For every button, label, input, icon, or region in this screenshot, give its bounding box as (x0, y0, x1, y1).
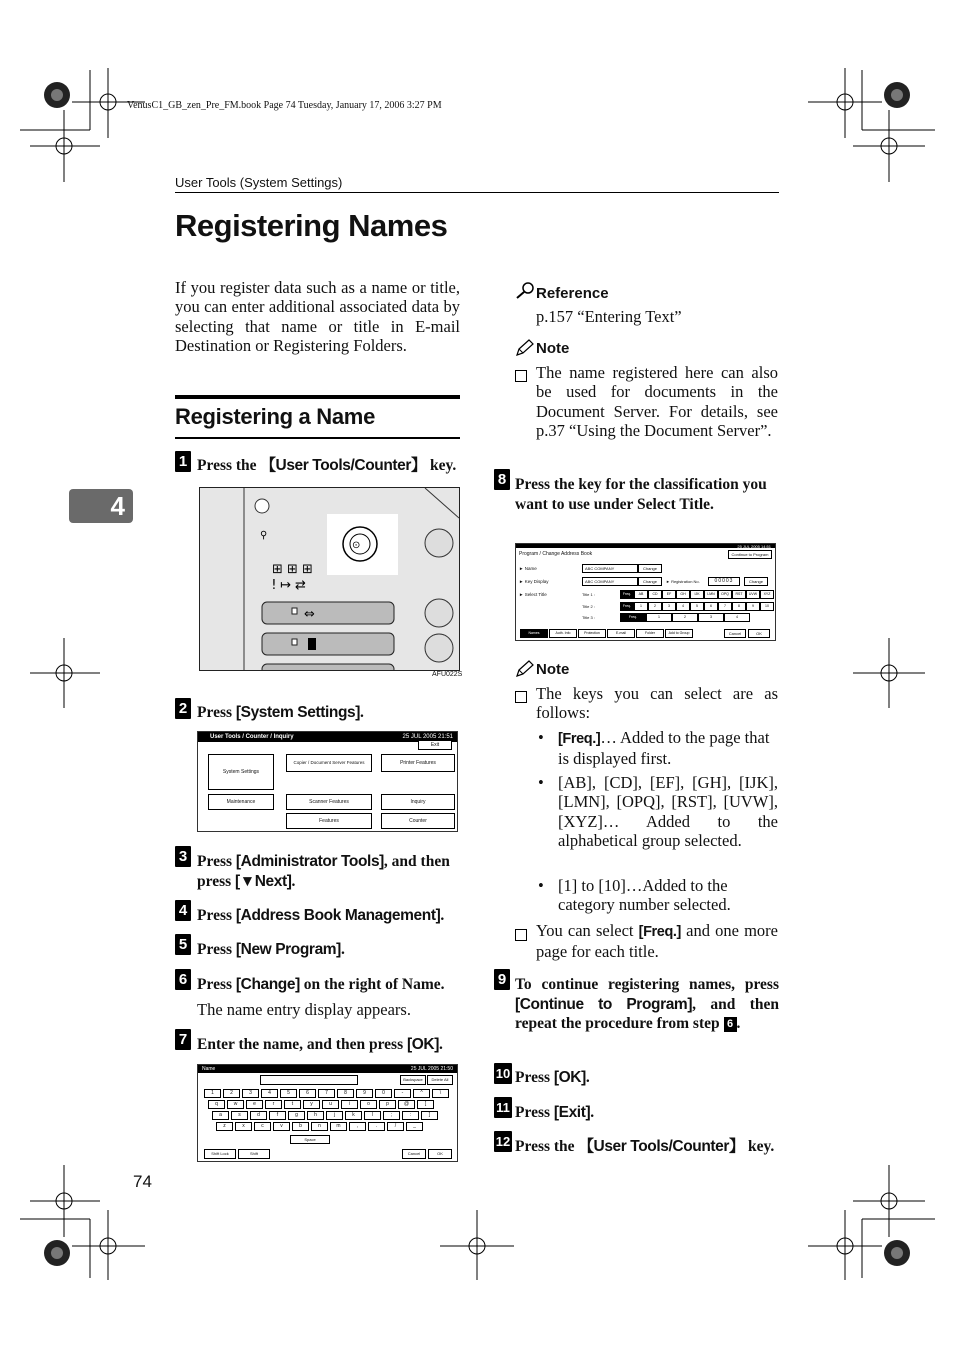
keyboard-key[interactable]: 6 (299, 1089, 316, 1098)
keyboard-key[interactable]: _ (406, 1122, 423, 1131)
note-label: Note (536, 661, 570, 678)
keyboard-key[interactable]: u (322, 1100, 339, 1109)
printer-features-button[interactable]: Printer Features (381, 754, 455, 772)
keyboard-key[interactable]: ^ (413, 1089, 430, 1098)
step-number: 10 (494, 1063, 512, 1084)
title-key[interactable]: 7 (718, 602, 732, 611)
title-key[interactable]: LMN (704, 590, 718, 599)
section-rule-bottom (175, 437, 460, 439)
title-key[interactable]: GH (676, 590, 690, 599)
title-key[interactable]: 1 (634, 602, 648, 611)
title-key[interactable]: XYZ (760, 590, 774, 599)
features-button[interactable]: Features (286, 813, 372, 829)
key-display-value: ABC COMPANY (582, 577, 638, 586)
note-2-item-1: The keys you can select are as follows: (536, 684, 778, 723)
name-value: ABC COMPANY (582, 564, 638, 573)
reference-text: p.157 “Entering Text” (536, 307, 682, 326)
keyboard-key[interactable]: w (227, 1100, 244, 1109)
step-2-text: Press [System Settings]. (197, 704, 364, 721)
step-number: 6 (175, 969, 191, 990)
screen-title: User Tools / Counter / Inquiry (210, 734, 294, 740)
title-key[interactable]: 2 (672, 613, 698, 622)
program-screen-date: 25 JUL 2005 14:51 (737, 544, 771, 549)
section-title: Registering a Name (175, 404, 376, 429)
step-9-text: To continue registering names, press [Continue to Program], and then repeat the procedure from step 6 . (515, 976, 779, 1032)
step-1-text: Press the 【User Tools/Counter】 key. (197, 457, 457, 474)
key-display-label: ► Key Display (519, 579, 549, 584)
title-key[interactable]: 3 (698, 613, 724, 622)
registration-change-button[interactable]: Change (744, 577, 768, 586)
bullet: • (538, 876, 544, 895)
scanner-features-button[interactable]: Scanner Features (286, 794, 372, 810)
continue-to-program-button[interactable]: Continue to Program (728, 550, 772, 559)
keyboard-key[interactable]: r (265, 1100, 282, 1109)
system-settings-button[interactable]: System Settings (208, 754, 274, 790)
title-key[interactable]: IJK (690, 590, 704, 599)
keyboard-key[interactable]: 0 (375, 1089, 392, 1098)
backspace-key[interactable]: Backspace (400, 1075, 426, 1085)
program-tab[interactable]: Protection (578, 629, 606, 638)
print-info: VenusC1_GB_zen_Pre_FM.book Page 74 Tuesday, January 17, 2006 3:27 PM (127, 100, 442, 111)
name-change-button[interactable]: Change (638, 564, 662, 573)
title-key[interactable]: Freq. (620, 602, 634, 611)
program-address-book-screen (515, 543, 776, 641)
shift-lock-key[interactable]: Shift Lock (204, 1149, 236, 1159)
program-tab[interactable]: E-mail (607, 629, 635, 638)
keyboard-key[interactable]: 3 (242, 1089, 259, 1098)
title-key[interactable]: AB (634, 590, 648, 599)
keyboard-key[interactable]: 1 (204, 1089, 221, 1098)
keyboard-key[interactable]: @ (398, 1100, 415, 1109)
keyboard-key[interactable]: x (235, 1122, 252, 1131)
keyboard-key[interactable]: \ (432, 1089, 449, 1098)
step-number: 2 (175, 698, 191, 719)
keyboard-key[interactable]: j (326, 1111, 343, 1120)
step-number: 1 (175, 451, 191, 472)
space-key[interactable]: Space (290, 1135, 330, 1144)
figure-code: AFU022S (432, 671, 463, 678)
keyboard-key[interactable]: / (387, 1122, 404, 1131)
step-reference-badge: 6 (724, 1017, 737, 1032)
step-number: 3 (175, 846, 191, 867)
delete-all-key[interactable]: Delete All (427, 1075, 453, 1085)
title-key[interactable]: 4 (676, 602, 690, 611)
keyboard-key[interactable]: z (216, 1122, 233, 1131)
keyboard-key[interactable]: e (246, 1100, 263, 1109)
keyboard-key[interactable]: y (303, 1100, 320, 1109)
keyboard-key[interactable]: k (345, 1111, 362, 1120)
keyboard-key[interactable]: v (273, 1122, 290, 1131)
keyboard-key[interactable]: s (231, 1111, 248, 1120)
svg-text:⊙: ⊙ (352, 540, 361, 551)
program-cancel-button[interactable]: Cancel (724, 629, 746, 638)
step-number: 11 (494, 1097, 512, 1118)
ok-key[interactable]: OK (428, 1149, 452, 1159)
user-tools-screen (197, 731, 458, 832)
bullet-alphabet: [AB], [CD], [EF], [GH], [IJK], [LMN], [OPQ], [RST], [UVW], [XYZ]… Added to the alphabetical group selected. (558, 773, 778, 851)
keyboard-key[interactable]: h (307, 1111, 324, 1120)
title-key[interactable]: 5 (690, 602, 704, 611)
chapter-tab: 4 (69, 489, 133, 523)
keyboard-key[interactable]: f (269, 1111, 286, 1120)
keyboard-key[interactable]: . (368, 1122, 385, 1131)
keyboard-key[interactable]: m (330, 1122, 347, 1131)
maintenance-button[interactable]: Maintenance (208, 794, 274, 810)
keyboard-key[interactable]: c (254, 1122, 271, 1131)
copier-features-button[interactable]: Copier / Document Server Features (286, 754, 372, 772)
cancel-key[interactable]: Cancel (402, 1149, 426, 1159)
title-key[interactable]: Freq. (620, 613, 646, 622)
step-number: 4 (175, 900, 191, 921)
program-tab[interactable]: Auth. Info (549, 629, 577, 638)
title-key[interactable]: 10 (760, 602, 774, 611)
title-key[interactable]: 8 (732, 602, 746, 611)
title-key[interactable]: 3 (662, 602, 676, 611)
registration-no-label: ► Registration No. (666, 579, 700, 584)
title-key[interactable]: 1 (646, 613, 672, 622)
note-pencil-icon (515, 339, 535, 361)
keyboard-key[interactable]: b (292, 1122, 309, 1131)
svg-text:⚲: ⚲ (260, 530, 268, 541)
program-tab[interactable]: Names (520, 629, 548, 638)
keyboard-key[interactable]: ] (421, 1111, 438, 1120)
note-checkbox (515, 367, 527, 386)
keyboard-key[interactable]: 4 (261, 1089, 278, 1098)
keyboard-key[interactable]: 7 (318, 1089, 335, 1098)
svg-text:ǃ ↦ ⇄: ǃ ↦ ⇄ (272, 578, 306, 593)
shift-key[interactable]: Shift (238, 1149, 270, 1159)
program-screen-title: Program / Change Address Book (519, 551, 593, 557)
step-6-text: Press [Change] on the right of Name. (197, 976, 445, 993)
note-1-text: The name registered here can also be used for documents in the Document Server. For details, see p.37 “Using the Document Server”. (536, 363, 778, 441)
keyboard-key[interactable]: ; (383, 1111, 400, 1120)
header-rule (175, 192, 779, 193)
title-key[interactable]: Freq. (620, 590, 634, 599)
keyboard-key[interactable]: , (349, 1122, 366, 1131)
step-number: 12 (494, 1131, 512, 1152)
keyboard-key[interactable]: p (379, 1100, 396, 1109)
step-number: 9 (494, 969, 510, 990)
keyboard-key[interactable]: 2 (223, 1089, 240, 1098)
registration-no-value: 00003 (708, 577, 740, 586)
reference-label: Reference (536, 285, 609, 302)
keyboard-key[interactable]: i (341, 1100, 358, 1109)
keyboard-key[interactable]: 9 (356, 1089, 373, 1098)
step-number: 8 (494, 469, 510, 490)
svg-text:⊞ ⊞ ⊞: ⊞ ⊞ ⊞ (272, 562, 313, 577)
key-display-change-button[interactable]: Change (638, 577, 662, 586)
step-10-text: Press [OK]. (515, 1069, 590, 1086)
keyboard-screen-date: 25 JUL 2005 21:50 (410, 1066, 453, 1072)
section-rule-top (175, 395, 460, 399)
name-row-label: ► Name (519, 566, 537, 571)
bullet-number: [1] to [10]…Added to the category number selected. (558, 876, 731, 915)
keyboard-key[interactable]: o (360, 1100, 377, 1109)
step-6-subtext: The name entry display appears. (197, 1000, 411, 1019)
step-4-text: Press [Address Book Management]. (197, 907, 445, 924)
program-tab[interactable]: Add to Group (665, 629, 693, 638)
keyboard-key[interactable]: g (288, 1111, 305, 1120)
title-key[interactable]: 2 (648, 602, 662, 611)
exit-button[interactable]: Exit (418, 740, 452, 750)
bullet-freq: [Freq.]… Added to the page that is displayed first. (558, 728, 770, 769)
note-2-item-2: You can select [Freq.] and one more page for each title. (536, 921, 778, 962)
keyboard-key[interactable]: : (402, 1111, 419, 1120)
keyboard-key[interactable]: n (311, 1122, 328, 1131)
keyboard-key[interactable]: q (208, 1100, 225, 1109)
keyboard-key[interactable]: d (250, 1111, 267, 1120)
title-key[interactable]: 4 (724, 613, 750, 622)
keyboard-key[interactable]: 8 (337, 1089, 354, 1098)
title-1-label: Title 1 : (582, 592, 595, 597)
counter-button[interactable]: Counter (381, 813, 455, 829)
inquiry-button[interactable]: Inquiry (381, 794, 455, 810)
title-key[interactable]: EF (662, 590, 676, 599)
keyboard-key[interactable]: t (284, 1100, 301, 1109)
step-11-text: Press [Exit]. (515, 1104, 595, 1121)
step-12-text: Press the 【User Tools/Counter】 key. (515, 1138, 775, 1155)
step-5-text: Press [New Program]. (197, 941, 345, 958)
step-number: 5 (175, 934, 191, 955)
control-panel-figure (199, 487, 460, 671)
running-header: User Tools (System Settings) (175, 175, 343, 190)
note-checkbox (515, 926, 527, 945)
program-tab[interactable]: Folder (636, 629, 664, 638)
title-key[interactable]: 6 (704, 602, 718, 611)
step-8-text: Press the key for the classification you want to use under Select Title. (515, 476, 767, 513)
keyboard-key[interactable]: [ (417, 1100, 434, 1109)
keyboard-key[interactable]: a (212, 1111, 229, 1120)
bullet: • (538, 773, 544, 792)
program-ok-button[interactable]: OK (748, 629, 770, 638)
step-7-text: Enter the name, and then press [OK]. (197, 1036, 443, 1053)
note-label: Note (536, 340, 570, 357)
page-title: Registering Names (175, 208, 448, 243)
reference-icon (515, 281, 535, 303)
keyboard-key[interactable]: 5 (280, 1089, 297, 1098)
title-2-label: Title 2 : (582, 604, 595, 609)
bullet: • (538, 728, 544, 747)
screen-date: 25 JUL 2005 21:51 (402, 734, 453, 740)
note-checkbox (515, 688, 527, 707)
step-number: 7 (175, 1029, 191, 1050)
name-entry-screen (197, 1064, 458, 1162)
intro-paragraph: If you register data such as a name or title, you can enter additional associated data by selecting that name or title in E-mail Destination or Registering Folders. (175, 278, 460, 356)
page-number: 74 (133, 1172, 152, 1191)
title-3-label: Title 3 : (582, 615, 595, 620)
keyboard-key[interactable]: - (394, 1089, 411, 1098)
step-3-text: Press [Administrator Tools], and then press [▼Next]. (197, 853, 450, 890)
title-key[interactable]: CD (648, 590, 662, 599)
svg-text:⇔: ⇔ (304, 607, 315, 622)
note-pencil-icon (515, 660, 535, 682)
title-key[interactable]: OPQ (718, 590, 732, 599)
title-key[interactable]: UVW (746, 590, 760, 599)
select-title-label: ► Select Title (519, 592, 547, 597)
keyboard-field-label: Name (202, 1066, 216, 1072)
title-key[interactable]: RST (732, 590, 746, 599)
name-input[interactable] (260, 1075, 358, 1085)
keyboard-key[interactable]: l (364, 1111, 381, 1120)
title-key[interactable]: 9 (746, 602, 760, 611)
